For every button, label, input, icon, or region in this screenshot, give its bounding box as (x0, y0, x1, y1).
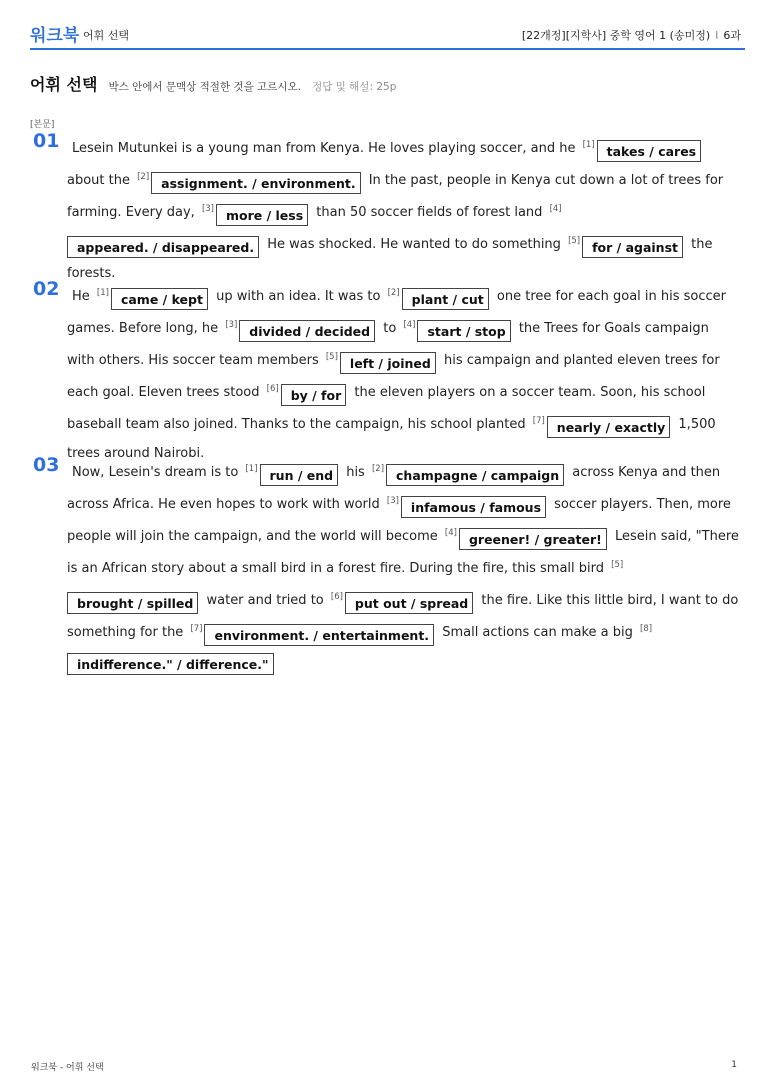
passage-text: water and tried to (202, 593, 328, 608)
choice-box[interactable]: appeared. / disappeared. (67, 236, 259, 258)
blank-number: [2] (387, 288, 400, 298)
page-number: 1 (731, 1060, 737, 1070)
choice-box[interactable]: start / stop (417, 320, 510, 342)
passage-text: He (72, 289, 94, 304)
question-text (67, 131, 740, 288)
choice-box[interactable]: by / for (281, 384, 347, 406)
choice-box[interactable]: left / joined (340, 352, 436, 374)
blank-number: [8] (640, 624, 653, 634)
choice-box[interactable]: champagne / campaign (386, 464, 564, 486)
header-separator: I (715, 29, 719, 42)
choice-box[interactable]: more / less (216, 204, 308, 226)
blank-number: [1] (96, 288, 109, 298)
lesson-label: 6과 (723, 29, 741, 42)
passage-text: Lesein Mutunkei is a young man from Kenya. He loves playing soccer, and he (72, 141, 580, 156)
choice-box[interactable]: for / against (582, 236, 683, 258)
passage-text: Now, Lesein's dream is to (72, 465, 243, 480)
choice-box[interactable]: environment. / entertainment. (204, 624, 434, 646)
passage-text: 1,500 trees around Nairobi. (67, 417, 716, 461)
passage-text: In the past, people in Kenya cut down a lot of trees for farming. Every day, (67, 173, 724, 220)
header-subtitle: 어휘 선택 (83, 29, 130, 42)
section-title-row (30, 72, 396, 95)
blank-number: [4] (549, 204, 562, 214)
blank-number: [5] (325, 352, 338, 362)
question-block (30, 279, 740, 468)
instruction-text: 박스 안에서 문맥상 적절한 것을 고르시오. (108, 81, 301, 93)
passage-text: the forests. (67, 237, 713, 281)
blank-number: [5] (611, 560, 624, 570)
choice-box[interactable]: greener! / greater! (459, 528, 607, 550)
footer-label: 워크북 - 어휘 선택 (31, 1063, 104, 1073)
choice-box[interactable]: put out / spread (345, 592, 473, 614)
passage-text: Small actions can make a big (438, 625, 638, 640)
section-tag: [본문] (30, 120, 55, 130)
question-number: 01 (33, 130, 60, 152)
passage-text: He was shocked. He wanted to do something (263, 237, 566, 252)
header-course-info (522, 27, 741, 43)
choice-box[interactable]: divided / decided (239, 320, 375, 342)
choice-box[interactable]: indifference." / difference." (67, 653, 274, 675)
page-title: 어휘 선택 (30, 75, 98, 94)
blank-number: [1] (245, 464, 258, 474)
choice-box[interactable]: nearly / exactly (547, 416, 670, 438)
choice-box[interactable]: came / kept (111, 288, 208, 310)
passage-text: soccer players. Then, more people will join the campaign, and the world will become (67, 497, 731, 544)
passage-text: the fire. Like this little bird, I want to do something for the (67, 593, 739, 640)
question-text (67, 455, 740, 676)
passage-text: the eleven players on a soccer team. Soon, his school baseball team also joined. Thanks to the campaign, his school planted (67, 385, 706, 432)
question-text (67, 279, 740, 468)
blank-number: [6] (266, 384, 279, 394)
question-number: 02 (33, 278, 60, 300)
passage-text: up with an idea. It was to (211, 289, 385, 304)
blank-number: [7] (532, 416, 545, 426)
blank-number: [7] (190, 624, 203, 634)
choice-box[interactable]: infamous / famous (401, 496, 546, 518)
passage-text: one tree for each goal in his soccer games. Before long, he (67, 289, 727, 336)
passage-text: his campaign and planted eleven trees for each goal. Eleven trees stood (67, 353, 720, 400)
blank-number: [3] (225, 320, 238, 330)
passage-text: his (342, 465, 369, 480)
passage-text: about the (67, 173, 135, 188)
passage-text: across Kenya and then across Africa. He even hopes to work with world (67, 465, 721, 512)
choice-box[interactable]: plant / cut (402, 288, 489, 310)
blank-number: [5] (568, 236, 581, 246)
question-number: 03 (33, 454, 60, 476)
passage-text: to (379, 321, 401, 336)
choice-box[interactable]: takes / cares (597, 140, 702, 162)
choice-box[interactable]: brought / spilled (67, 592, 198, 614)
passage-text: the Trees for Goals campaign with others. His soccer team members (67, 321, 709, 368)
passage-text: than 50 soccer fields of forest land (312, 205, 547, 220)
blank-number: [3] (386, 496, 399, 506)
blank-number: [1] (582, 140, 595, 150)
course-name: [22개정][지학사] 중학 영어 1 (송미정) (521, 29, 711, 42)
page-header (30, 18, 745, 50)
brand-logo-text: 워크북 (30, 26, 80, 46)
passage-text: Lesein said, "There is an African story about a small bird in a forest fire. During the fire, this small bird (67, 529, 739, 576)
choice-box[interactable]: assignment. / environment. (151, 172, 360, 194)
blank-number: [4] (403, 320, 416, 330)
blank-number: [3] (201, 204, 214, 214)
choice-box[interactable]: run / end (260, 464, 339, 486)
blank-number: [6] (330, 592, 343, 602)
question-block (30, 455, 740, 676)
blank-number: [4] (444, 528, 457, 538)
blank-number: [2] (371, 464, 385, 474)
answer-reference: 정답 및 해설: 25p (312, 81, 397, 93)
blank-number: [2] (137, 172, 150, 182)
question-block (30, 131, 740, 288)
